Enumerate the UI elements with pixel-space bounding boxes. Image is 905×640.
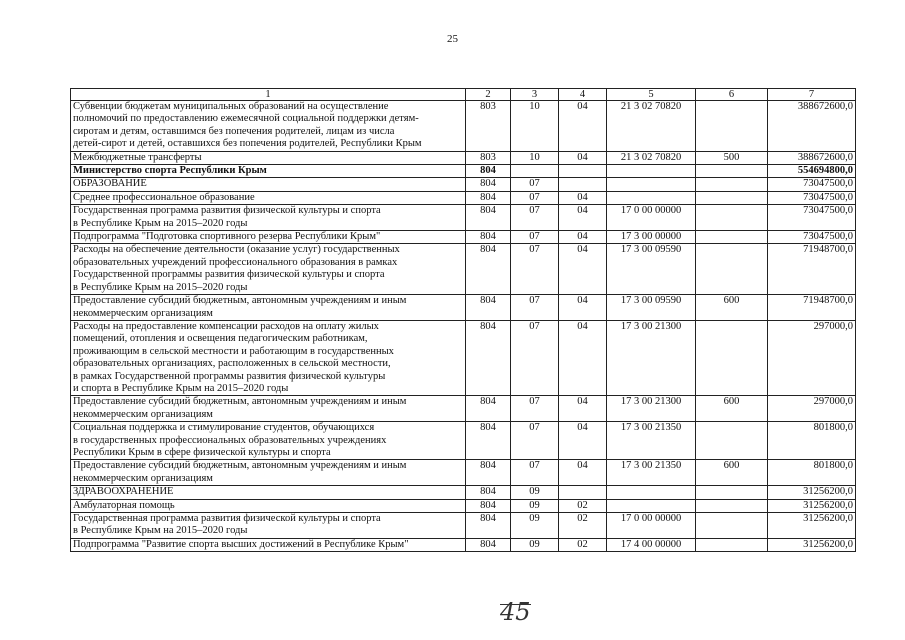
row-amount-cell: 31256200,0 — [768, 499, 856, 512]
row-name-cell: ЗДРАВООХРАНЕНИЕ — [71, 486, 466, 499]
row-ministry-code-cell: 804 — [466, 205, 511, 231]
handwritten-page-mark: 45 — [500, 598, 531, 626]
row-target-article-cell: 17 3 00 09590 — [607, 295, 696, 321]
row-section-cell — [511, 165, 559, 178]
row-name-cell: Амбулаторная помощь — [71, 499, 466, 512]
table-row — [71, 499, 856, 512]
row-amount-cell: 554694800,0 — [768, 165, 856, 178]
row-target-article-cell — [607, 486, 696, 499]
table-body — [71, 101, 856, 552]
row-name-cell: Расходы на предоставление компенсации расходов на оплату жилых помещений, отопления и освещения педагогическим работникам, проживающим в сельской местности и работающим в государственных образовательных организациях, расположенных в сельской местности, в рамках Государственной программы развития физической культуры и спорта в Республике Крым на 2015–2020 годы — [71, 320, 466, 395]
row-expense-type-cell — [696, 178, 768, 191]
header-col-7: 7 — [768, 89, 856, 101]
row-ministry-code-cell: 804 — [466, 513, 511, 539]
row-amount-cell: 801800,0 — [768, 422, 856, 460]
row-subsection-cell: 02 — [559, 538, 607, 551]
row-expense-type-cell — [696, 101, 768, 152]
table-row — [71, 513, 856, 539]
row-name-cell: Государственная программа развития физической культуры и спорта в Республике Крым на 2015–2020 годы — [71, 205, 466, 231]
row-subsection-cell: 04 — [559, 460, 607, 486]
row-expense-type-cell — [696, 320, 768, 395]
row-amount-cell: 71948700,0 — [768, 295, 856, 321]
page-number: 25 — [447, 33, 458, 45]
header-col-4: 4 — [559, 89, 607, 101]
row-amount-cell: 31256200,0 — [768, 486, 856, 499]
row-subsection-cell: 04 — [559, 151, 607, 164]
row-ministry-code-cell: 804 — [466, 295, 511, 321]
row-expense-type-cell — [696, 231, 768, 244]
row-ministry-code-cell: 804 — [466, 191, 511, 204]
row-name-cell: Предоставление субсидий бюджетным, автономным учреждениям и иным некоммерческим организациям — [71, 295, 466, 321]
row-target-article-cell: 21 3 02 70820 — [607, 101, 696, 152]
row-target-article-cell: 17 3 00 21350 — [607, 460, 696, 486]
row-amount-cell: 73047500,0 — [768, 231, 856, 244]
row-ministry-code-cell: 804 — [466, 178, 511, 191]
row-name-cell: Расходы на обеспечение деятельности (оказание услуг) государственных образовательных учреждений профессионального образования в рамках Государственной программы развития физической культуры и спорта в Республике Крым на 2015–2020 годы — [71, 244, 466, 295]
table-row — [71, 191, 856, 204]
row-ministry-code-cell: 804 — [466, 486, 511, 499]
row-section-cell: 07 — [511, 396, 559, 422]
row-ministry-code-cell: 804 — [466, 396, 511, 422]
row-section-cell: 07 — [511, 205, 559, 231]
header-col-6: 6 — [696, 89, 768, 101]
row-section-cell: 07 — [511, 178, 559, 191]
row-target-article-cell — [607, 165, 696, 178]
row-target-article-cell: 17 0 00 00000 — [607, 205, 696, 231]
row-subsection-cell: 04 — [559, 396, 607, 422]
row-subsection-cell: 04 — [559, 320, 607, 395]
row-amount-cell: 73047500,0 — [768, 205, 856, 231]
row-amount-cell: 31256200,0 — [768, 538, 856, 551]
row-subsection-cell: 04 — [559, 422, 607, 460]
row-expense-type-cell — [696, 486, 768, 499]
header-row — [71, 89, 856, 101]
row-target-article-cell: 17 3 00 21300 — [607, 320, 696, 395]
table-row — [71, 422, 856, 460]
row-section-cell: 09 — [511, 513, 559, 539]
table-row — [71, 178, 856, 191]
row-section-cell: 07 — [511, 231, 559, 244]
table-row — [71, 101, 856, 152]
row-expense-type-cell — [696, 191, 768, 204]
row-name-cell: Среднее профессиональное образование — [71, 191, 466, 204]
row-subsection-cell — [559, 178, 607, 191]
row-name-cell: Министерство спорта Республики Крым — [71, 165, 466, 178]
row-section-cell: 09 — [511, 538, 559, 551]
row-expense-type-cell: 600 — [696, 460, 768, 486]
row-subsection-cell: 02 — [559, 499, 607, 512]
table-row — [71, 244, 856, 295]
row-expense-type-cell — [696, 244, 768, 295]
table-row — [71, 396, 856, 422]
row-ministry-code-cell: 804 — [466, 538, 511, 551]
row-name-cell: Межбюджетные трансферты — [71, 151, 466, 164]
row-name-cell: Предоставление субсидий бюджетным, автономным учреждениям и иным некоммерческим организациям — [71, 460, 466, 486]
header-col-1: 1 — [71, 89, 466, 101]
table-row — [71, 538, 856, 551]
row-name-cell: Подпрограмма "Развитие спорта высших достижений в Республике Крым" — [71, 538, 466, 551]
row-target-article-cell: 17 3 00 09590 — [607, 244, 696, 295]
row-section-cell: 07 — [511, 460, 559, 486]
header-col-2: 2 — [466, 89, 511, 101]
row-name-cell: ОБРАЗОВАНИЕ — [71, 178, 466, 191]
row-subsection-cell: 04 — [559, 231, 607, 244]
row-name-cell: Предоставление субсидий бюджетным, автономным учреждениям и иным некоммерческим организациям — [71, 396, 466, 422]
row-ministry-code-cell: 804 — [466, 460, 511, 486]
table-row — [71, 320, 856, 395]
row-amount-cell: 297000,0 — [768, 320, 856, 395]
row-amount-cell: 73047500,0 — [768, 191, 856, 204]
row-amount-cell: 388672600,0 — [768, 101, 856, 152]
row-ministry-code-cell: 804 — [466, 231, 511, 244]
row-target-article-cell — [607, 499, 696, 512]
row-target-article-cell — [607, 191, 696, 204]
table-row — [71, 165, 856, 178]
row-expense-type-cell — [696, 538, 768, 551]
row-subsection-cell: 04 — [559, 191, 607, 204]
row-section-cell: 10 — [511, 151, 559, 164]
row-section-cell: 07 — [511, 191, 559, 204]
row-section-cell: 07 — [511, 295, 559, 321]
row-expense-type-cell: 600 — [696, 295, 768, 321]
row-name-cell: Подпрограмма "Подготовка спортивного резерва Республики Крым" — [71, 231, 466, 244]
row-ministry-code-cell: 804 — [466, 499, 511, 512]
row-amount-cell: 297000,0 — [768, 396, 856, 422]
row-subsection-cell — [559, 165, 607, 178]
row-subsection-cell: 04 — [559, 295, 607, 321]
table-row — [71, 231, 856, 244]
row-target-article-cell: 17 3 00 21350 — [607, 422, 696, 460]
row-target-article-cell: 17 3 00 21300 — [607, 396, 696, 422]
row-ministry-code-cell: 803 — [466, 101, 511, 152]
row-subsection-cell: 02 — [559, 513, 607, 539]
row-section-cell: 07 — [511, 422, 559, 460]
row-amount-cell: 801800,0 — [768, 460, 856, 486]
row-target-article-cell: 21 3 02 70820 — [607, 151, 696, 164]
row-ministry-code-cell: 803 — [466, 151, 511, 164]
row-target-article-cell: 17 0 00 00000 — [607, 513, 696, 539]
row-expense-type-cell — [696, 499, 768, 512]
row-ministry-code-cell: 804 — [466, 320, 511, 395]
row-amount-cell: 388672600,0 — [768, 151, 856, 164]
row-name-cell: Государственная программа развития физической культуры и спорта в Республике Крым на 2015–2020 годы — [71, 513, 466, 539]
row-expense-type-cell — [696, 513, 768, 539]
budget-table — [70, 88, 856, 552]
header-col-3: 3 — [511, 89, 559, 101]
header-col-5: 5 — [607, 89, 696, 101]
row-ministry-code-cell: 804 — [466, 165, 511, 178]
row-amount-cell: 71948700,0 — [768, 244, 856, 295]
row-section-cell: 09 — [511, 486, 559, 499]
row-expense-type-cell — [696, 205, 768, 231]
row-expense-type-cell — [696, 165, 768, 178]
row-subsection-cell — [559, 486, 607, 499]
table-row — [71, 460, 856, 486]
row-expense-type-cell: 500 — [696, 151, 768, 164]
row-subsection-cell: 04 — [559, 244, 607, 295]
row-amount-cell: 31256200,0 — [768, 513, 856, 539]
row-section-cell: 07 — [511, 320, 559, 395]
row-amount-cell: 73047500,0 — [768, 178, 856, 191]
row-section-cell: 09 — [511, 499, 559, 512]
table-row — [71, 205, 856, 231]
table-row — [71, 486, 856, 499]
row-section-cell: 10 — [511, 101, 559, 152]
row-expense-type-cell — [696, 422, 768, 460]
row-target-article-cell — [607, 178, 696, 191]
row-name-cell: Социальная поддержка и стимулирование студентов, обучающихся в государственных профессиональных образовательных учреждениях Республики Крым в сфере физической культуры и спорта — [71, 422, 466, 460]
row-expense-type-cell: 600 — [696, 396, 768, 422]
row-subsection-cell: 04 — [559, 205, 607, 231]
table-row — [71, 295, 856, 321]
row-subsection-cell: 04 — [559, 101, 607, 152]
table-row — [71, 151, 856, 164]
row-ministry-code-cell: 804 — [466, 422, 511, 460]
row-name-cell: Субвенции бюджетам муниципальных образований на осуществление полномочий по предоставлению ежемесячной социальной поддержки детям- сиротам и детям, оставшимся без попечения родителей, лицам из числа детей-сирот и детей, оставшихся без попечения родителей, Республики Крым — [71, 101, 466, 152]
row-target-article-cell: 17 3 00 00000 — [607, 231, 696, 244]
row-ministry-code-cell: 804 — [466, 244, 511, 295]
row-target-article-cell: 17 4 00 00000 — [607, 538, 696, 551]
row-section-cell: 07 — [511, 244, 559, 295]
